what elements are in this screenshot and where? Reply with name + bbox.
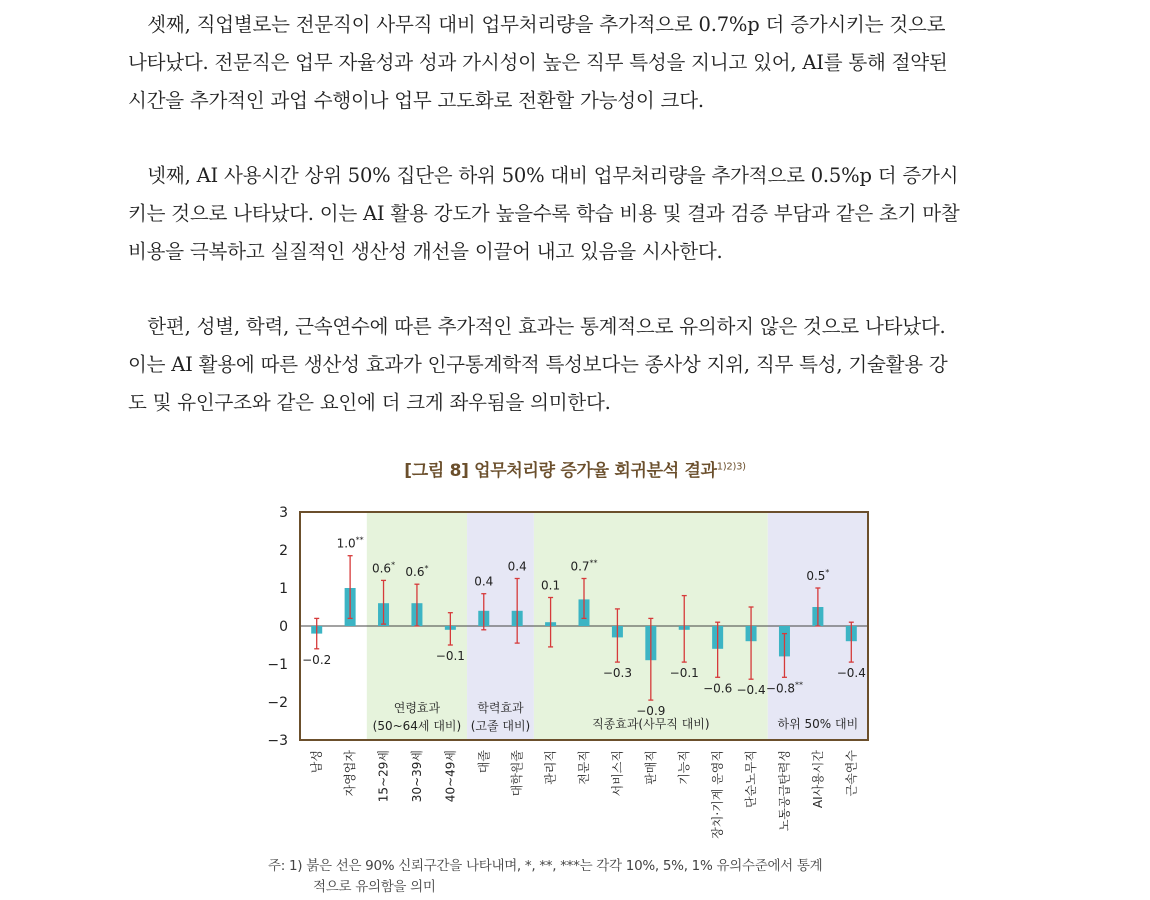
x-tick-label: 자영업자: [343, 750, 358, 797]
data-label: −0.6: [703, 681, 733, 696]
x-tick-label: 노동공급탄력성: [777, 750, 792, 832]
x-tick-label: 서비스직: [610, 750, 625, 797]
significance-mark: *: [424, 564, 429, 574]
paragraph-line: 시간을 추가적인 과업 수행이나 업무 고도화로 전환할 가능성이 크다.: [128, 89, 704, 112]
y-tick-label: −2: [267, 695, 288, 711]
x-tick-label: 30~39세: [409, 750, 424, 803]
data-label: −0.8**: [765, 680, 804, 696]
data-label: 0.7**: [570, 558, 598, 574]
paragraph-line: 나타났다. 전문직은 업무 자율성과 성과 가시성이 높은 직무 특성을 지니고 있어, AI를 통해 절약된: [128, 51, 948, 74]
data-label: −0.4: [736, 683, 766, 698]
paragraph-2: [128, 157, 1013, 271]
significance-mark: **: [589, 558, 598, 568]
y-tick-label: −1: [267, 657, 288, 673]
paragraph-1: [128, 6, 1013, 120]
figure-title-text: [그림 8] 업무처리량 증가율 회귀분석 결과: [404, 461, 717, 481]
paragraph-line: 한편, 성별, 학력, 근속연수에 따른 추가적인 효과는 통계적으로 유의하지 않은 것으로 나타났다.: [128, 315, 946, 338]
x-tick-label: 15~29세: [376, 750, 391, 803]
paragraph-line: 셋째, 직업별로는 전문직이 사무직 대비 업무처리량을 추가적으로 0.7%p 더 증가시키는 것으로: [128, 13, 946, 36]
x-tick-label: 대졸: [476, 750, 491, 774]
x-tick-label: 대학원졸: [510, 750, 525, 797]
data-label: −0.1: [669, 666, 699, 681]
significance-mark: *: [825, 568, 830, 577]
y-tick-label: 0: [279, 619, 288, 635]
data-label: 0.4: [507, 559, 527, 574]
paragraph-line: 넷째, AI 사용시간 상위 50% 집단은 하위 50% 대비 업무처리량을 추가적으로 0.5%p 더 증가시: [128, 164, 959, 187]
y-tick-label: −3: [267, 733, 288, 749]
x-tick-label: 기능직: [677, 750, 692, 785]
data-label: 0.6*: [405, 564, 429, 580]
data-label: −0.4: [836, 666, 866, 681]
group-label: (50~64세 대비): [372, 719, 462, 733]
x-tick-label: 전문직: [577, 750, 591, 785]
x-tick-label: 장치·기계 운영직: [710, 750, 725, 839]
data-label: −0.9: [636, 704, 666, 719]
data-label: 0.1: [541, 578, 561, 593]
group-label: (고졸 대비): [470, 719, 531, 733]
x-tick-label: 40~49세: [443, 750, 458, 803]
y-tick-label: 1: [279, 581, 288, 597]
regression-bar-chart: [262, 500, 882, 850]
significance-mark: **: [795, 680, 804, 690]
paragraph-line: 비용을 극복하고 실질적인 생산성 개선을 이끌어 내고 있음을 시사한다.: [128, 240, 723, 263]
note-line-1: 주: 1) 붉은 선은 90% 신뢰구간을 나타내며, *, **, ***는 각각 10%, 5%, 1% 유의수준에서 통계: [268, 858, 823, 874]
note-line-2: 적으로 유의함을 의미: [313, 879, 436, 895]
paragraph-line: 도 및 유인구조와 같은 요인에 더 크게 좌우됨을 의미한다.: [128, 391, 611, 414]
data-label: −0.2: [302, 652, 332, 667]
x-tick-label: 남성: [309, 750, 324, 774]
paragraph-line: 키는 것으로 나타났다. 이는 AI 활용 강도가 높을수록 학습 비용 및 결과 검증 부담과 같은 초기 마찰: [128, 202, 960, 225]
x-tick-label: 관리직: [543, 750, 558, 785]
x-tick-label: 단순노무직: [744, 750, 759, 808]
figure-title-footnote-refs: 1)2)3): [716, 461, 746, 473]
group-label: 하위 50% 대비: [777, 717, 859, 731]
data-label: 0.6*: [371, 560, 396, 576]
x-tick-label: 판매직: [643, 750, 658, 785]
paragraph-3: [128, 308, 1013, 422]
figure-title: [0, 456, 1150, 481]
x-tick-label: AI사용시간: [810, 750, 825, 809]
data-label: −0.1: [435, 649, 465, 663]
group-label: 연령효과: [393, 701, 441, 715]
data-label: 0.4: [474, 574, 494, 589]
data-label: −0.3: [602, 666, 632, 681]
figure-note: [268, 856, 888, 898]
significance-mark: *: [391, 560, 396, 570]
paragraph-line: 이는 AI 활용에 따른 생산성 효과가 인구통계학적 특성보다는 종사상 지위, 직무 특성, 기술활용 강: [128, 353, 948, 376]
data-label: 0.5*: [806, 568, 830, 583]
y-tick-label: 2: [279, 543, 288, 559]
group-label: 직종효과(사무직 대비): [592, 717, 710, 731]
y-tick-label: 3: [279, 505, 288, 521]
significance-mark: **: [355, 535, 364, 545]
group-label: 학력효과: [477, 701, 524, 715]
data-label: 1.0**: [336, 535, 364, 551]
x-tick-label: 근속연수: [844, 750, 859, 797]
